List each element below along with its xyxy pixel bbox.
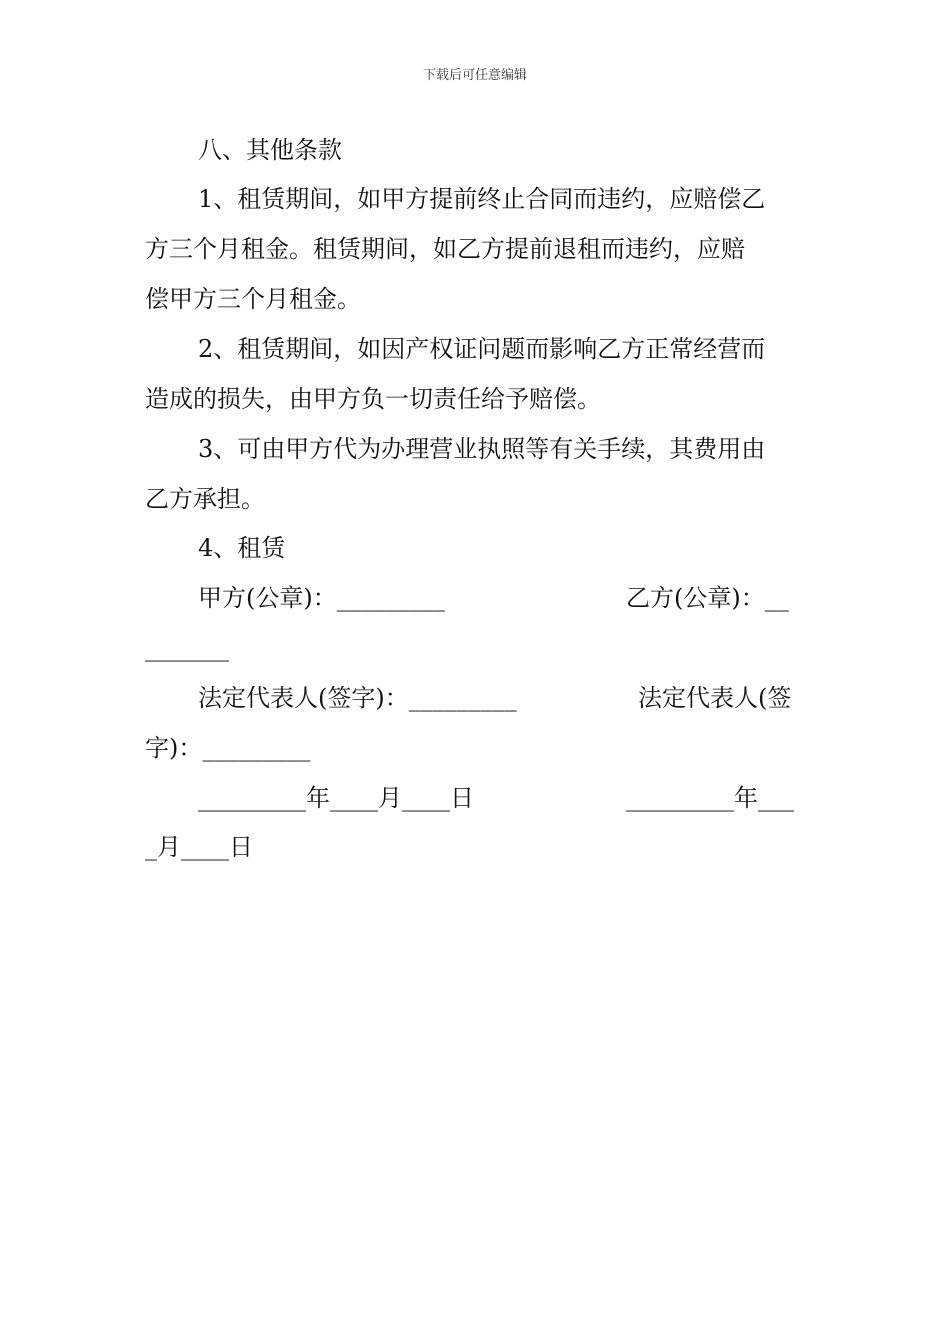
party-b-representative-continued: 字)：_________ [145,734,311,762]
party-b-date: _________年___ [626,784,794,812]
clause-3-line-1: 3、可由甲方代为办理营业执照等有关手续，其费用由 [198,435,766,463]
page-header-note: 下载后可任意编辑 [422,68,527,83]
party-b-date-continued: _月____日 [145,833,253,861]
clause-1-line-1: 1、租赁期间，如甲方提前终止合同而违约，应赔偿乙 [198,185,766,213]
clause-1-line-2: 方三个月租金。租赁期间，如乙方提前退租而违约，应赔 [145,235,745,263]
party-a-seal: 甲方(公章)：_________ [198,584,445,612]
party-b-representative: 法定代表人(签 [638,684,792,712]
clause-4-line-1: 4、租赁 [198,534,286,562]
party-b-seal-continued: _______ [145,634,229,662]
clause-2-line-1: 2、租赁期间，如因产权证问题而影响乙方正常经营而 [198,335,766,363]
section-title: 八、其他条款 [198,136,342,164]
party-a-date: _________年____月____日 [198,784,474,812]
clause-3-line-2: 乙方承担。 [145,485,265,513]
clause-2-line-2: 造成的损失，由甲方负一切责任给予赔偿。 [145,385,601,413]
clause-1-line-3: 偿甲方三个月租金。 [145,285,361,313]
party-b-seal: 乙方(公章)：__ [626,584,789,612]
party-a-representative: 法定代表人(签字)：_________ [198,684,517,712]
